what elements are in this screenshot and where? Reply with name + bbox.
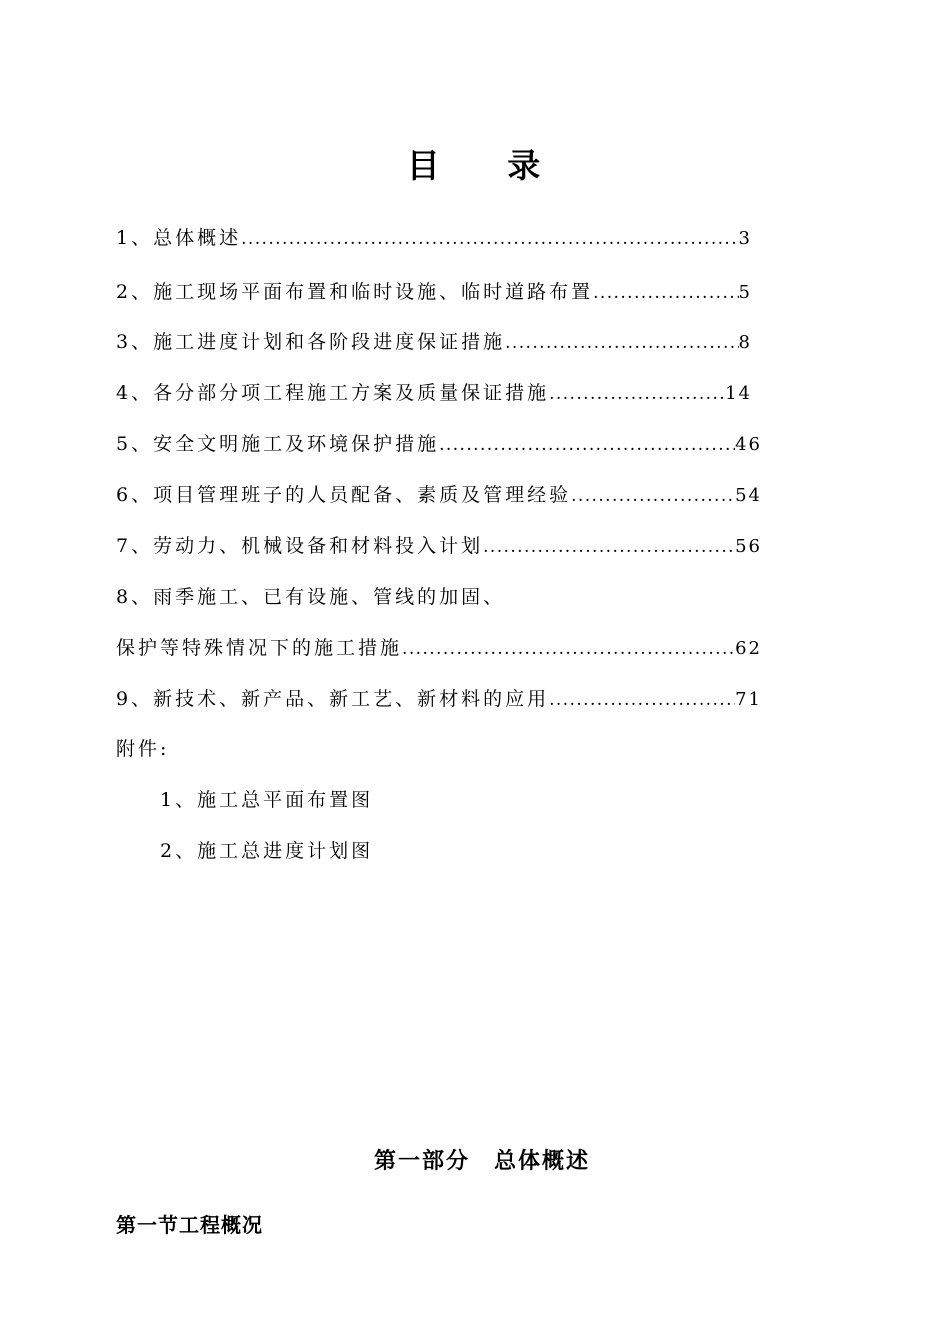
toc-leader-dots	[549, 379, 725, 409]
toc-leader-dots	[571, 481, 735, 511]
toc-entry-page: 71	[735, 689, 762, 710]
toc-entry-9[interactable]	[116, 684, 762, 714]
section-title: 第一部分 总体概述	[374, 1148, 591, 1174]
toc-entry-label: 9、新技术、新产品、新工艺、新材料的应用	[116, 688, 550, 710]
toc-entry-label: 3、施工进度计划和各阶段进度保证措施	[116, 331, 506, 353]
toc-entry-page: 3	[738, 228, 752, 249]
toc-entry-page: 8	[738, 332, 752, 353]
toc-entry-page: 62	[735, 638, 762, 659]
toc-entry-5[interactable]	[116, 429, 762, 459]
toc-entry-label: 7、劳动力、机械设备和材料投入计划	[116, 535, 484, 557]
attachment-item[interactable]: 1、施工总平面布置图	[160, 789, 374, 811]
toc-entry-page: 56	[735, 536, 762, 557]
toc-entry-2[interactable]	[116, 277, 752, 307]
toc-entry-8-line-1[interactable]: 8、雨季施工、已有设施、管线的加固、	[116, 586, 506, 608]
toc-leader-dots	[241, 224, 738, 254]
toc-entry-label: 6、项目管理班子的人员配备、素质及管理经验	[116, 484, 572, 506]
toc-leader-dots	[549, 685, 735, 715]
toc-entry-page: 5	[738, 282, 752, 303]
toc-leader-dots	[505, 328, 738, 358]
toc-entry-label: 2、施工现场平面布置和临时设施、临时道路布置	[116, 281, 594, 303]
toc-entry-8-line-2[interactable]	[116, 633, 762, 663]
toc-entry-page: 46	[735, 434, 762, 455]
toc-entry-6[interactable]	[116, 480, 762, 510]
toc-leader-dots	[483, 532, 735, 562]
attachments-heading: 附件:	[116, 738, 170, 760]
toc-entry-page: 14	[725, 383, 752, 404]
toc-entry-label: 5、安全文明施工及环境保护措施	[116, 433, 440, 455]
attachment-item[interactable]: 2、施工总进度计划图	[160, 840, 374, 862]
page-title: 目 录	[406, 146, 569, 185]
toc-entry-3[interactable]	[116, 327, 752, 357]
toc-entry-label: 1、总体概述	[116, 227, 242, 249]
toc-entry-4[interactable]	[116, 378, 752, 408]
toc-entry-7[interactable]	[116, 531, 762, 561]
toc-leader-dots	[593, 278, 738, 308]
toc-entry-label: 4、各分部分项工程施工方案及质量保证措施	[116, 382, 550, 404]
toc-entry-label: 保护等特殊情况下的施工措施	[116, 637, 403, 659]
toc-leader-dots	[402, 634, 735, 664]
toc-leader-dots	[439, 430, 735, 460]
subsection-title: 第一节工程概况	[116, 1213, 263, 1237]
toc-entry-page: 54	[735, 485, 762, 506]
toc-entry-1[interactable]	[116, 223, 752, 253]
